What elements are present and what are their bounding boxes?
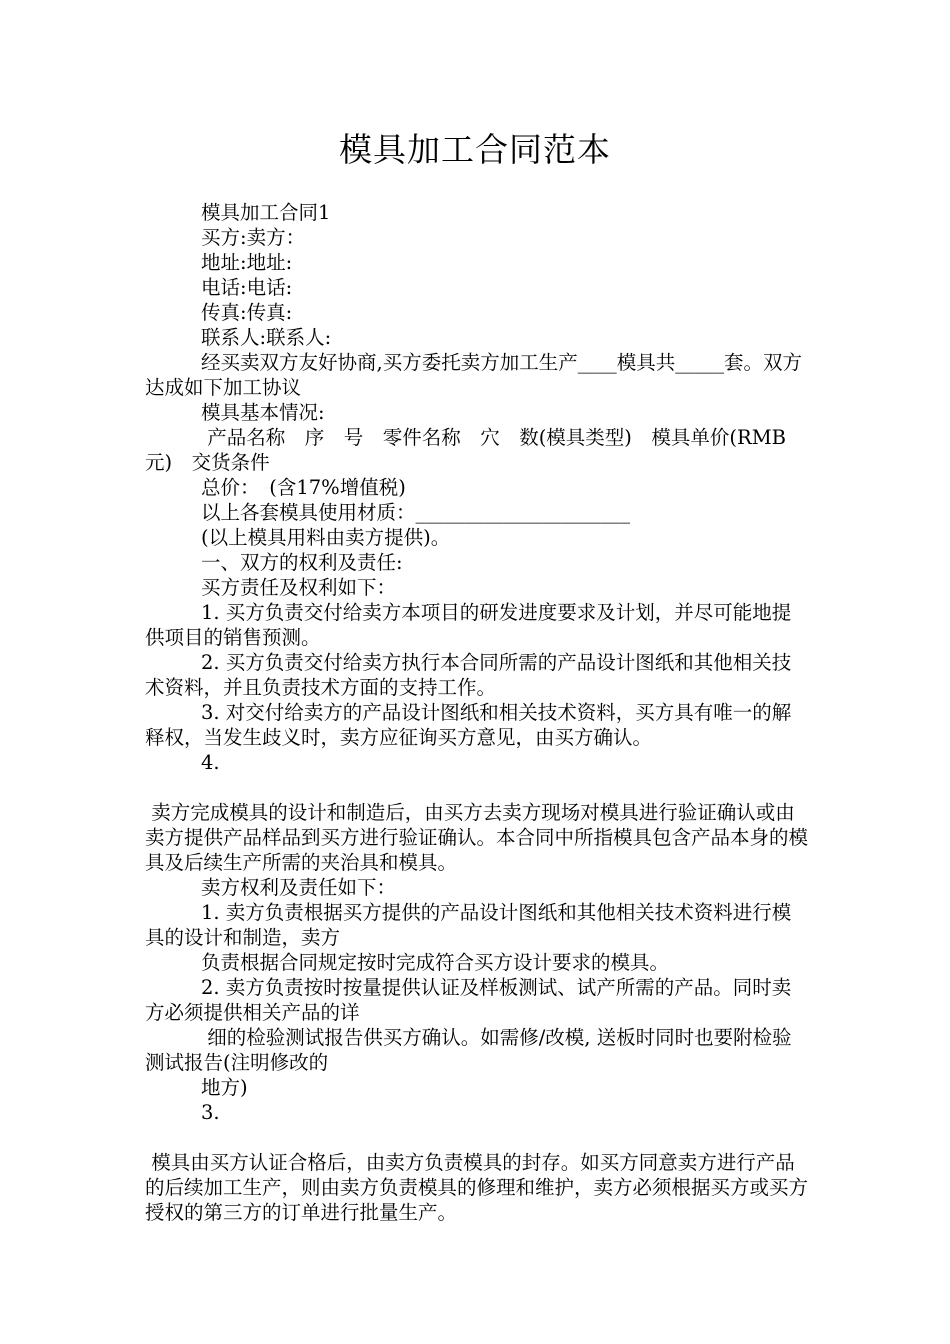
agreement-intro: 经买卖双方友好协商,买方委托卖方加工生产____模具共_____套。双方达成如下加工协议	[145, 351, 802, 399]
spacer	[145, 775, 810, 800]
seller-duty-2-cont: 细的检验测试报告供买方确认。如需修/改模, 送板时同时也要附检验测试报告(注明修改的	[145, 1026, 792, 1074]
material-line: 以上各套模具使用材质：______________________	[201, 501, 631, 524]
spacer	[145, 1125, 810, 1150]
seller-duty-1: 1. 卖方负责根据买方提供的产品设计图纸和其他相关技术资料进行模具的设计和制造，卖方	[145, 901, 792, 949]
buyer-duty-3: 3. 对交付给卖方的产品设计图纸和相关技术资料，买方具有唯一的解释权，当发生歧义时，卖方应征询买方意见，由买方确认。	[145, 701, 792, 749]
seller-duty-1-cont: 负责根据合同规定按时完成符合买方设计要求的模具。	[201, 951, 670, 974]
document-body	[145, 200, 810, 1225]
buyer-duty-2: 2. 买方负责交付给卖方执行本合同所需的产品设计图纸和其他相关技术资料，并且负责技术方面的支持工作。	[145, 651, 792, 699]
contract-heading: 模具加工合同1	[201, 201, 331, 224]
seller-duty-2-end: 地方)	[201, 1076, 248, 1099]
fax-line: 传真:传真:	[201, 301, 293, 324]
verification-paragraph: 卖方完成模具的设计和制造后，由买方去卖方现场对模具进行验证确认或由卖方提供产品样品到买方进行验证确认。本合同中所指模具包含产品本身的模具及后续生产所需的夹治具和模具。	[145, 801, 809, 874]
seller-duty-3: 3.	[201, 1101, 220, 1124]
address-line: 地址:地址:	[201, 251, 293, 274]
phone-line: 电话:电话:	[201, 276, 293, 299]
contact-line: 联系人:联系人:	[201, 326, 332, 349]
buyer-duty-1: 1. 买方负责交付给卖方本项目的研发进度要求及计划，并尽可能地提供项目的销售预测。	[145, 601, 792, 649]
document-title: 模具加工合同范本	[339, 130, 611, 169]
buyer-duty-4: 4.	[201, 751, 220, 774]
seller-duties-heading: 卖方权利及责任如下：	[201, 876, 397, 899]
material-note: (以上模具用料由卖方提供)。	[201, 526, 451, 549]
total-price-line: 总价： (含17%增值税)	[201, 476, 406, 499]
mold-basics-heading: 模具基本情况:	[201, 401, 325, 424]
buyer-duties-heading: 买方责任及权利如下：	[201, 576, 397, 599]
seller-duty-2: 2. 卖方负责按时按量提供认证及样板测试、试产所需的产品。同时卖方必须提供相关产品的详	[145, 976, 792, 1024]
mold-table-header: 产品名称 序 号 零件名称 穴 数(模具类型) 模具单价(RMB元) 交货条件	[145, 426, 787, 474]
section-heading-rights: 一、双方的权利及责任:	[201, 551, 403, 574]
party-line: 买方:卖方：	[201, 226, 306, 249]
sealing-paragraph: 模具由买方认证合格后，由卖方负责模具的封存。如买方同意卖方进行产品的后续加工生产，则由卖方负责模具的修理和维护，卖方必须根据买方或买方授权的第三方的订单进行批量生产。	[145, 1151, 809, 1224]
